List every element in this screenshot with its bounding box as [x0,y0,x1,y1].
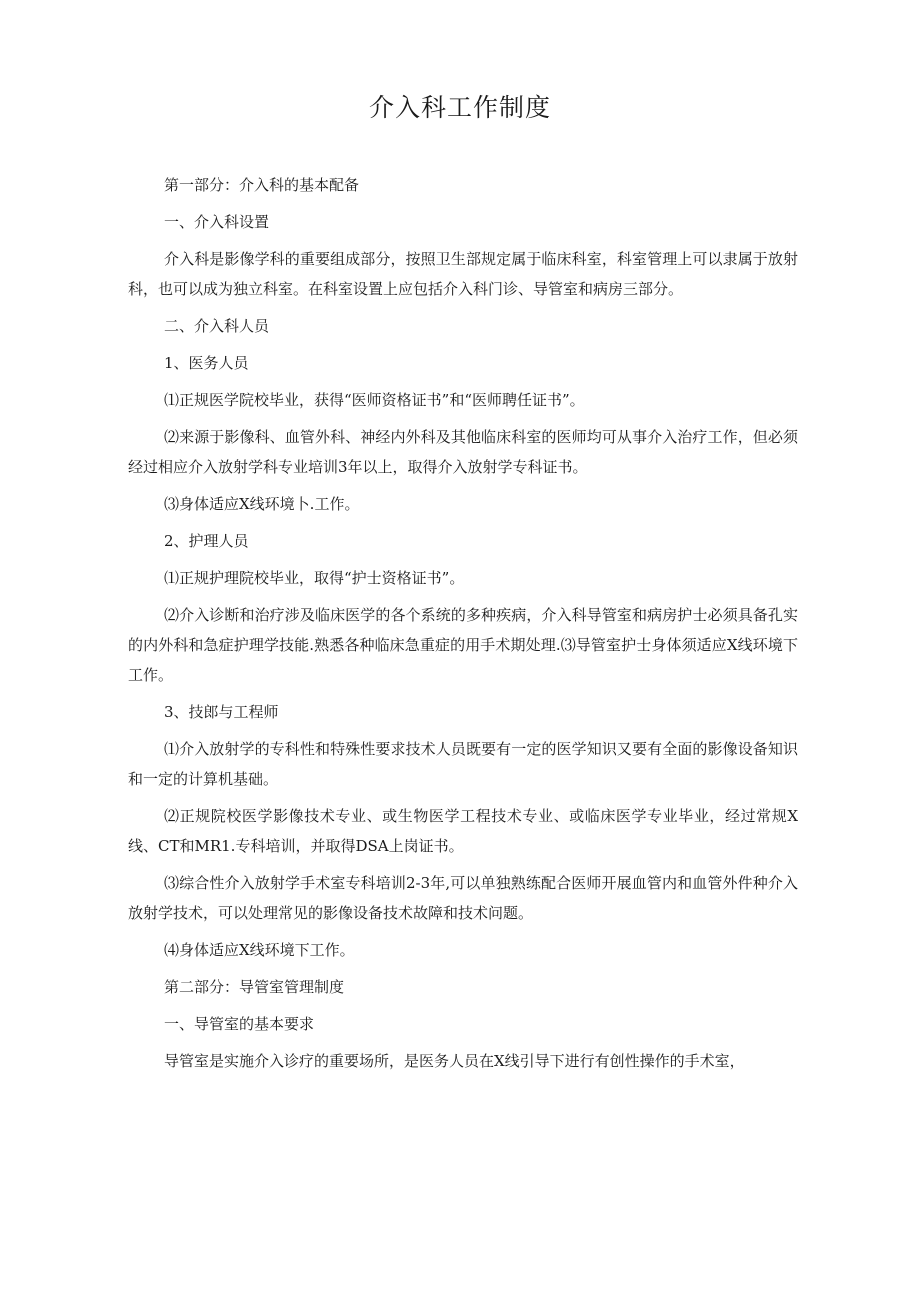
paragraph-section-heading: 第一部分：介入科的基本配备 [164,176,360,194]
paragraph: ⑴正规护理院校毕业，取得“护士资格证书”。 [164,569,465,587]
paragraph-subheading: 一、介入科设置 [164,213,270,231]
paragraph: ⑶身体适应X线环境卜.工作。 [164,495,360,513]
paragraph: ⑷身体适应X线环境下工作。 [164,941,355,959]
paragraph-subheading: 2、护理人员 [164,532,249,550]
paragraph: ⑵正规院校医学影像技术专业、或生物医学工程技术专业、或临床医学专业毕业，经过常规X线、CT和MR1.专科培训，并取得DSA上岗证书。 [128,807,798,855]
paragraph-subheading: 1、医务人员 [164,354,249,372]
paragraph: ⑴介入放射学的专科性和特殊性要求技术人员既要有一定的医学知识又要有全面的影像设备知识和一定的计算机基础。 [128,740,798,788]
paragraph: ⑵介入诊断和治疗涉及临床医学的各个系统的多种疾病，介入科导管室和病房护士必须具备孔实的内外科和急症护理学技能.熟悉各种临床急重症的用手术期处理.⑶导管室护士身体须适应X线环境下工作。 [128,606,798,684]
paragraph: 导管室是实施介入诊疗的重要场所，是医务人员在X线引导下进行有创性操作的手术室， [164,1052,745,1070]
document-body [128,170,798,1083]
paragraph: 介入科是影像学科的重要组成部分，按照卫生部规定属于临床科室，科室管理上可以隶属于放射科，也可以成为独立科室。在科室设置上应包括介入科门诊、导管室和病房三部分。 [128,250,798,298]
paragraph: ⑶综合性介入放射学手术室专科培训2-3年,可以单独熟练配合医师开展血管内和血管外件种介入放射学技术，可以处理常见的影像设备技术故障和技术问题。 [128,874,798,922]
paragraph-subheading: 3、技郎与工程师 [164,703,279,721]
paragraph-section-heading: 第二部分：导管室管理制度 [164,978,345,996]
paragraph: ⑴正规医学院校毕业，获得“医师资格证书”和“医师聘任证书”。 [164,391,585,409]
paragraph-subheading: 二、介入科人员 [164,317,270,335]
paragraph: ⑵来源于影像科、血管外科、神经内外科及其他临床科室的医师均可从事介入治疗工作，但必须经过相应介入放射学科专业培训3年以上，取得介入放射学专科证书。 [128,428,798,476]
paragraph-subheading: 一、导管室的基本要求 [164,1015,315,1033]
document-title: 介入科工作制度 [368,93,551,122]
